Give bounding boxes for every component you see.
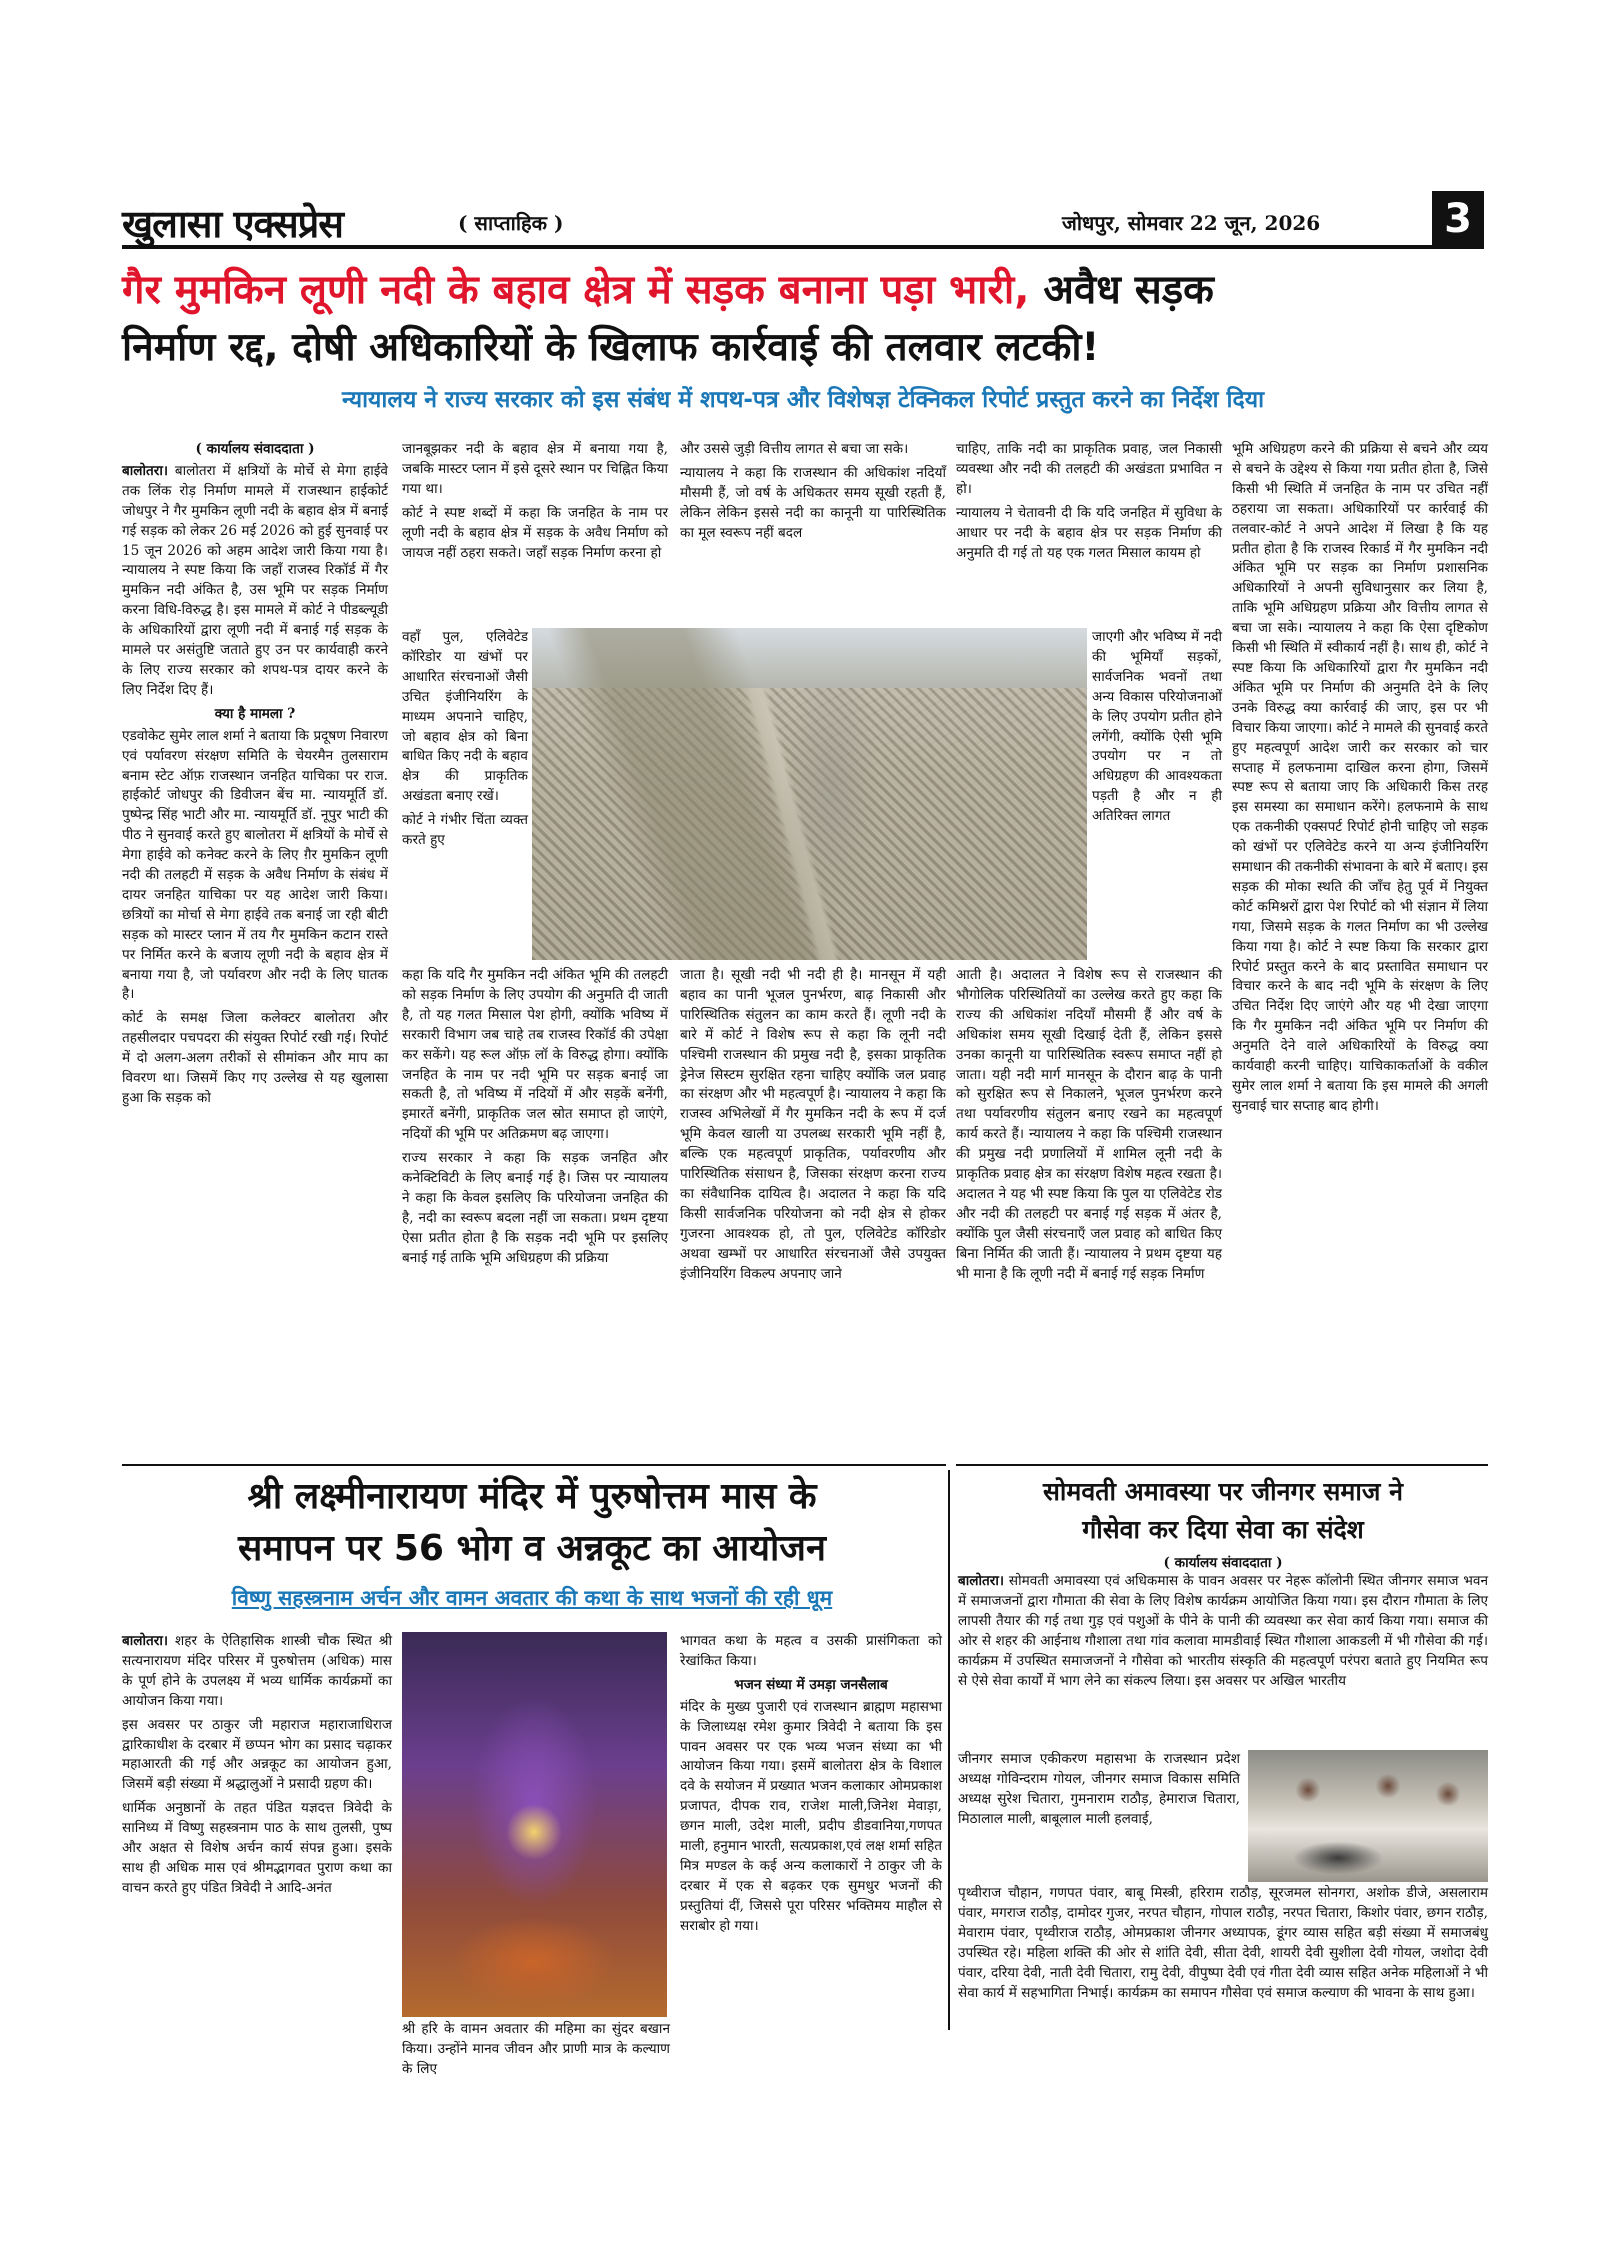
seva-wrap-text [958,1750,1240,1884]
paragraph: कहा कि यदि गैर मुमकिन नदी अंकित भूमि की तलहटी को सड़क निर्माण के लिए उपयोग की अनुमति दी जाती है, तो यह गलत मिसाल पेश होगी, क्योंकि भविष्य में सरकारी विभाग जब चाहे तब राजस्व रिकॉर्ड की उपेक्षा कर सकेंगे। यह रूल ऑफ़ लॉ के विरुद्ध होगा। क्योंकि जनहित के नाम पर नदी भूमि पर सड़क बनाई जा सकती है, तो भविष्य में नदियों में और सड़कें बनेंगी, इमारतें बनेंगी, प्राकृतिक जल स्रोत समाप्त हो जाएंगे, नदियों की भूमि पर अतिक्रमण बढ़ जाएगा। [402,967,668,1143]
temple-column-3 [680,1632,942,2062]
temple-headline-line-1: श्री लक्ष्मीनारायण मंदिर में पुरुषोत्तम मास के [247,1476,817,1517]
main-column-1 [122,440,388,1458]
seva-paragraph-2 [958,1884,1488,2064]
main-column-2-top [402,440,668,628]
main-column-4-bottom [956,966,1222,1458]
masthead [122,195,1484,249]
dateline-lead: बालोतरा। [958,1573,1005,1589]
main-headline-line-2: निर्माण रद्द, दोषी अधिकारियों के खिलाफ कार्रवाई की तलवार लटकी! [122,325,1100,370]
paragraph: जीनगर समाज एकीकरण महासभा के राजस्थान प्रदेश अध्यक्ष गोविन्दराम गोयल, जीनगर समाज विकास समिति अध्यक्ष सुरेश चितारा, गुमनाराम राठौड़, हेमाराज चितारा, मिठालाल माली, बाबूलाल माली हलवाई, [958,1751,1240,1827]
edition-label: ( साप्ताहिक ) [458,211,564,235]
seva-headline-line-1: सोमवती अमावस्या पर जीनगर समाज ने [1043,1477,1403,1506]
paragraph: कोर्ट के समक्ष जिला कलेक्टर बालोतरा और तहसीलदार पचपदरा की संयुक्त रिपोर्ट रखी गई। रिपोर्ट में दो अलग-अलग तरीकों से सीमांकन और माप का विवरण था। जिसमें किए गए उल्लेख से यह खुलासा हुआ कि सड़क को [122,1010,388,1106]
temple-deity-photo [402,1632,667,2017]
brand-name: खुलासा एक्सप्रेस [122,201,343,246]
paragraph: पृथ्वीराज चौहान, गणपत पंवार, बाबू मिस्त्री, हरिराम राठौड़, सूरजमल सोनगरा, अशोक डीजे, असलाराम पंवार, मगराज राठौड़, दामोदर गुजर, नरपत चौहान, गोपाल राठौड़, नरपत चितारा, किशोर पंवार, छगन राठौड़, मेवाराम पंवार, पृथ्वीराज राठौड़, ओमप्रकाश जीनगर अध्यापक, डूंगर व्यास सहित बड़ी संख्या में समाजबंधु उपस्थित रहे। महिला शक्ति की ओर से शांति देवी, सीता देवी, शायरी देवी सुशीला देवी गोयल, जशोदा देवी पंवार, दरिया देवी, नाती देवी चितारा, रामु देवी, वीपुष्पा देवी एवं गीता देवी व्यास सहित अनेक महिलाओं ने भी सेवा कार्य में सहभागिता निभाई। कार्यक्रम का समापन गौसेवा एवं समाज कल्याण की भावना के साथ हुआ। [958,1885,1489,2001]
paragraph: आती है। अदालत ने विशेष रूप से राजस्थान की भौगोलिक परिस्थितियों का उल्लेख करते हुए कहा कि राज्य की अधिकांश नदियाँ मौसमी हैं और वर्ष के अधिकांश समय सूखी दिखाई देती हैं, लेकिन इससे उनका कानूनी या पारिस्थितिक स्वरूप समाप्त नहीं हो जाता। यही नदी मार्ग मानसून के दौरान बाढ़ के पानी को सुरक्षित रूप से निकालने, भूजल पुनर्भरण करने तथा पर्यावरणीय संतुलन बनाए रखने का महत्वपूर्ण कार्य करते हैं। न्यायालय ने कहा कि पश्चिमी राजस्थान की प्रमुख नदी प्रणालियों में शामिल लूनी नदी के प्राकृतिक प्रवाह क्षेत्र का संरक्षण विशेष महत्व रखता है। अदालत ने यह भी स्पष्ट किया कि पुल या एलिवेटेड रोड और नदी की तलहटी पर बनाई गई सड़क में अंतर है, क्योंकि पुल जैसी संरचनाएँ जल प्रवाह को बाधित किए बिना निर्मित की जाती हैं। न्यायालय ने प्रथम दृष्टया यह भी माना है कि लूणी नदी में बनाई गई सड़क निर्माण [956,967,1222,1282]
paragraph: बालोतरा में क्षत्रियों के मोर्चे से मेगा हाईवे तक लिंक रोड़ निर्माण मामले में राजस्थान हाईकोर्ट जोधपुर ने गैर मुमकिन लूणी नदी के बहाव क्षेत्र में बनाई गई सड़क को लेकर 26 मई 2026 को हुई सुनवाई पर 15 जून 2026 को अहम आदेश जारी किया गया है। न्यायालय ने स्पष्ट किया कि जहाँ राजस्व रिकॉर्ड में गैर मुमकिन नदी अंकित है, उस भूमि पर सड़क निर्माण करना विधि-विरुद्ध है। इस मामले में कोर्ट ने पीडब्ल्यूडी के अधिकारियों द्वारा लूणी नदी में बनाई गई सड़क के मामले पर असंतुष्टि जताते हुए उन पर कार्यवाही करने के लिए राज्य सरकार को शपथ-पत्र दायर करने के लिए निर्देश दिए हैं। [122,462,388,698]
paragraph: एडवोकेट सुमेर लाल शर्मा ने बताया कि प्रदूषण निवारण एवं पर्यावरण संरक्षण समिति के चेयरमैन तुलसाराम बनाम स्टेट ऑफ़ राजस्थान जनहित याचिका पर राज. हाईकोर्ट जोधपुर की डिवीजन बेंच मा. न्यायमूर्ति डॉ. पुष्पेन्द्र सिंह भाटी और मा. न्यायमूर्ति डॉ. नूपुर भाटी की पीठ ने सुनवाई करते हुए बालोतरा में क्षत्रियों के मोर्चे से मेगा हाईवे को कनेक्ट करने के लिए ग़ैर मुमकिन लूणी नदी की तलहटी में सड़क के अवैध निर्माण के संबंध में दायर जनहित याचिका पर यह आदेश जारी किया। छत्रियों का मोर्चा से मेगा हाईवे तक बनाई जा रही बीटी सड़क को मास्टर प्लान में तय गैर मुमकिन कटान रास्ते पर निर्मित करने के बजाय लूणी नदी के बहाव क्षेत्र में बनाया गया है, जो पर्यावरण और नदी के लिए घातक है। [122,727,388,1003]
temple-column-2-text [402,2020,670,2077]
dateline: जोधपुर, सोमवार 22 जून, 2026 [1062,211,1321,235]
paragraph: जाएगी और भविष्य में नदी की भूमियाँ सड़कों, सार्वजनिक भवनों तथा अन्य विकास परियोजनाओं के लिए उपयोग प्रतीत होने लगेंगी, क्योंकि ऐसी भूमि उपयोग पर न तो अधिग्रहण की आवश्यकता पड़ती है और न ही अतिरिक्त लागत [1092,629,1222,825]
section-divider [956,1464,1488,1466]
temple-column-1 [122,1632,392,2022]
paragraph: न्यायालय ने कहा कि राजस्थान की अधिकांश नदियाँ मौसमी हैं, जो वर्ष के अधिकतर समय सूखी रहती हैं, लेकिन लेकिन इससे नदी का कानूनी या पारिस्थितिक का मूल स्वरूप नहीं बदल [680,464,946,541]
seva-headline-line-2: गौसेवा कर दिया सेवा का संदेश [1082,1515,1364,1544]
paragraph: श्री हरि के वामन अवतार की महिमा का सुंदर बखान किया। उन्होंने मानव जीवन और प्राणी मात्र के कल्याण के लिए [402,2021,670,2077]
dateline-lead: बालोतरा। [122,462,169,479]
paragraph: जानबूझकर नदी के बहाव क्षेत्र में बनाया गया है, जबकि मास्टर प्लान में इसे दूसरे स्थान पर चिह्नित किया गया था। [402,441,669,497]
section-subheading: भजन संध्या में उमड़ा जनसैलाब [734,1676,888,1693]
community-cooking-photo [1248,1750,1488,1882]
paragraph: भागवत कथा के महत्व व उसकी प्रासंगिकता को रेखांकित किया। [680,1633,942,1669]
dateline-lead: बालोतरा। [122,1633,169,1649]
column-divider [948,1470,950,2030]
paragraph: सोमवती अमावस्या एवं अधिकमास के पावन अवसर पर नेहरू कॉलोनी स्थित जीनगर समाज भवन में समाजजनों द्वारा गौमाता की सेवा के लिए विशेष कार्यक्रम आयोजित किया गया। इस दौरान गौमाता के लिए लापसी तैयार की गई तथा गुड़ एवं पशुओं के पीने के पानी की व्यवस्था कर सेवा कार्य किया गया। समाज की ओर से शहर की आईनाथ गौशाला तथा गांव कलावा मामडीवाई स्थित गौशाला आकडली में भी गौसेवा की गई। कार्यक्रम में उपस्थित समाजजनों ने गौसेवा को भारतीय संस्कृति की महत्वपूर्ण परंपरा बताते हुए नियमित रूप से ऐसे सेवा कार्यों में भाग लेने का संकल्प लिया। इस अवसर पर अखिल भारतीय [958,1573,1488,1689]
temple-subhead: विष्णु सहस्त्रनाम अर्चन और वामन अवतार की कथा के साथ भजनों की रही धूम [231,1586,833,1610]
section-subheading: क्या है मामला ? [214,705,296,722]
paragraph: वहाँ पुल, एलिवेटेड कॉरिडोर या खंभों पर आधारित संरचनाओं जैसी उचित इंजीनियरिंग के माध्यम अपनाने चाहिए, जो बहाव क्षेत्र को बिना बाधित किए नदी के बहाव क्षेत्र की प्राकृतिक अखंडता बनाए रखें। [402,629,528,805]
section-divider [122,1464,946,1466]
paragraph: और उससे जुड़ी वित्तीय लागत से बचा जा सके। [680,441,909,457]
photo-riverbed [532,628,1087,960]
main-column-2-bottom [402,966,668,1458]
main-column-2-wrap [402,628,528,964]
paragraph: भूमि अधिग्रहण करने की प्रक्रिया से बचने और व्यय से बचने के उद्देश्य से किया गया प्रतीत होता है, जिसे किसी भी स्थिति में जनहित के नाम पर उचित नहीं ठहराया जा सकता। अधिकारियों पर कार्रवाई की तलवार-कोर्ट ने अपने आदेश में लिखा है कि यह प्रतीत होता है कि राजस्व रिकार्ड में गैर मुमकिन नदी अंकित भूमि पर सड़क का निर्माण प्रशासनिक अधिकारियों ने अपनी सुविधानुसार कर लिया है, ताकि भूमि अधिग्रहण प्रक्रिया और वित्तीय लागत से बचा जा सके। न्यायालय ने कहा कि ऐसा दृष्टिकोण किसी भी स्थिति में स्वीकार्य नहीं है। साथ ही, कोर्ट ने स्पष्ट किया कि अधिकारियों द्वारा गैर मुमकिन नदी अंकित भूमि पर निर्माण की अनुमति देने के लिए उनके विरुद्ध क्या कार्रवाई की जाए, इस पर भी विचार किया जाएगा। कोर्ट ने मामले की सुनवाई करते हुए महत्वपूर्ण आदेश जारी कर सरकार को चार सप्ताह में हलफनामा दाखिल करना होगा, जिसमें स्पष्ट रूप से बताया जाए कि अधिकारी किस तरह इस समस्या का समाधान करेंगे। हलफनामे के साथ एक तकनीकी एक्सपर्ट रिपोर्ट होनी चाहिए जो सड़क को खंभों पर एलिवेटेड करने या अन्य इंजीनियरिंग समाधान की तकनीकी संभावना के बारे में बताए। इस सड़क की मोका स्थति की जाँच हेतु पूर्व में नियुक्त कोर्ट कमिश्नरों द्वारा पेश रिपोर्ट को भी संज्ञान में लिया गया, जिसमे सड़क के गलत निर्माण का भी उल्लेख किया गया है। कोर्ट ने स्पष्ट किया कि सरकार द्वारा रिपोर्ट प्रस्तुत करने के बाद प्रस्तावित समाधान पर विचार करने के बाद नदी भूमि के संरक्षण के लिए उचित निर्देश दिए जाएंगे और यह भी देखा जाएगा कि गैर मुमकिन नदी अंकित भूमि पर निर्माण की अनुमति देने वाले अधिकारियों के विरुद्ध क्या कार्यवाही करनी चाहिए। याचिकाकर्ताओं के वकील सुमेर लाल शर्मा ने बताया कि इस मामले की अगली सुनवाई चार सप्ताह बाद होगी। [1232,441,1488,1114]
main-column-3-bottom [680,966,946,1458]
paragraph: मंदिर के मुख्य पुजारी एवं राजस्थान ब्राह्मण महासभा के जिलाध्यक्ष रमेश कुमार त्रिवेदी ने बताया कि इस पावन अवसर पर एक भव्य भजन संध्या का भी आयोजन किया गया। इसमें बालोतरा क्षेत्र के विशाल दवे के सयोजन में प्रख्यात भजन कलाकार ओमप्रकाश प्रजापत, दीपक राव, राजेश माली,जिनेश मेवाड़ा, छगन माली, उदेश माली, प्रदीप डीडवानिया,गणपत माली, हनुमान भारती, सत्यप्रकाश,एवं लक्ष शर्मा सहित मित्र मण्डल के कई अन्य कलाकारों ने ठाकुर जी के दरबार में एक से बढ़कर एक सुमधुर भजनों की प्रस्तुतियां दीं, जिससे पूरा परिसर भक्तिमय माहौल से सराबोर हो गया। [680,1698,942,1934]
paragraph: धार्मिक अनुष्ठानों के तहत पंडित यज्ञदत्त त्रिवेदी के सानिध्य में विष्णु सहस्त्रनाम पाठ के साथ तुलसी, पुष्प और अक्षत से विशेष अर्चन कार्य संपन्न हुआ। इसके साथ ही अधिक मास एवं श्रीमद्भागवत पुराण कथा का वाचन करते हुए पंडित त्रिवेदी ने आदि-अनंत [122,1800,392,1896]
main-column-4-top [956,440,1222,628]
aerial-river-photo [532,628,1087,960]
main-column-5 [1232,440,1488,1458]
paragraph: कोर्ट ने गंभीर चिंता व्यक्त करते हुए [402,812,528,849]
seva-paragraph-1 [958,1572,1488,1750]
main-headline-line-1 [122,262,1484,318]
paragraph: न्यायालय ने चेतावनी दी कि यदि जनहित में सुविधा के आधार पर नदी के बहाव क्षेत्र पर सड़क निर्माण की अनुमति दी गई तो यह एक गलत मिसाल कायम हो [956,504,1222,561]
main-column-3-top [680,440,946,628]
paragraph: जाता है। सूखी नदी भी नदी ही है। मानसून में यही बहाव का पानी भूजल पुनर्भरण, बाढ़ निकासी और पारिस्थितिक संतुलन का काम करते हैं। लूणी नदी के बारे में कोर्ट ने विशेष रूप से कहा कि लूनी नदी पश्चिमी राजस्थान की प्रमुख नदी है, इसका प्राकृतिक ड्रेनेज सिस्टम सुरक्षित रहना चाहिए क्योंकि जल प्रवाह का संरक्षण और भी महत्वपूर्ण है। न्यायालय ने कहा कि राजस्व अभिलेखों में गैर मुमकिन नदी के रूप में दर्ज भूमि केवल खाली या उपलब्ध सरकारी भूमि नहीं है, बल्कि एक महत्वपूर्ण प्राकृतिक, पर्यावरणीय और पारिस्थितिक संसाधन है, जिसका संरक्षण करना राज्य का संवैधानिक दायित्व है। अदालत ने कहा कि यदि किसी सार्वजनिक परियोजना को नदी क्षेत्र से होकर गुजरना आवश्यक हो, तो पुल, एलिवेटेड कॉरिडोर अथवा खम्भों पर आधारित संरचनाओं जैसे उपयुक्त इंजीनियरिंग विकल्प अपनाए जाने [680,967,946,1282]
page-number: 3 [1432,191,1484,247]
paragraph: शहर के ऐतिहासिक शास्त्री चौक स्थित श्री सत्यनारायण मंदिर परिसर में पुरुषोत्तम (अधिक) मास के पूर्ण होने के उपलक्ष्य में भव्य धार्मिक कार्यक्रमों का आयोजन किया गया। [122,1633,392,1709]
temple-headline-line-2: समापन पर 56 भोग व अन्नकूट का आयोजन [237,1528,826,1569]
main-subhead: न्यायालय ने राज्य सरकार को इस संबंध में शपथ-पत्र और विशेषज्ञ टेक्निकल रिपोर्ट प्रस्तुत करने का निर्देश दिया [341,387,1265,413]
paragraph: राज्य सरकार ने कहा कि सड़क जनहित और कनेक्टिविटी के लिए बनाई गई है। जिस पर न्यायालय ने कहा कि केवल इसलिए कि परियोजना जनहित की है, नदी का स्वरूप बदला नहीं जा सकता। प्रथम दृष्टया ऐसा प्रतीत होता है कि सड़क नदी भूमि पर इसलिए बनाई गई ताकि भूमि अधिग्रहण की प्रक्रिया [402,1150,668,1266]
paragraph: चाहिए, ताकि नदी का प्राकृतिक प्रवाह, जल निकासी व्यवस्था और नदी की तलहटी की अखंडता प्रभावित न हो। [956,441,1222,497]
main-headline-red: गैर मुमकिन लूणी नदी के बहाव क्षेत्र में सड़क बनाना पड़ा भारी, [122,267,1030,313]
seva-byline: ( कार्यालय संवाददाता ) [1163,1555,1283,1571]
main-headline-black: अवैध सड़क [1029,267,1214,313]
paragraph: कोर्ट ने स्पष्ट शब्दों में कहा कि जनहित के नाम पर लूणी नदी के बहाव क्षेत्र में सड़क के अवैध निर्माण को जायज नहीं ठहरा सकते। जहाँ सड़क निर्माण करना हो [402,504,668,561]
byline: ( कार्यालय संवाददाता ) [195,441,315,457]
main-column-4-wrap [1092,628,1222,964]
paragraph: इस अवसर पर ठाकुर जी महाराज महाराजाधिराज द्वारिकाधीश के दरबार में छप्पन भोग का प्रसाद चढ़ाकर महाआरती की गई और अन्नकूट का आयोजन हुआ, जिसमें बड़ी संख्या में श्रद्धालुओं ने प्रसादी ग्रहण की। [122,1716,392,1793]
